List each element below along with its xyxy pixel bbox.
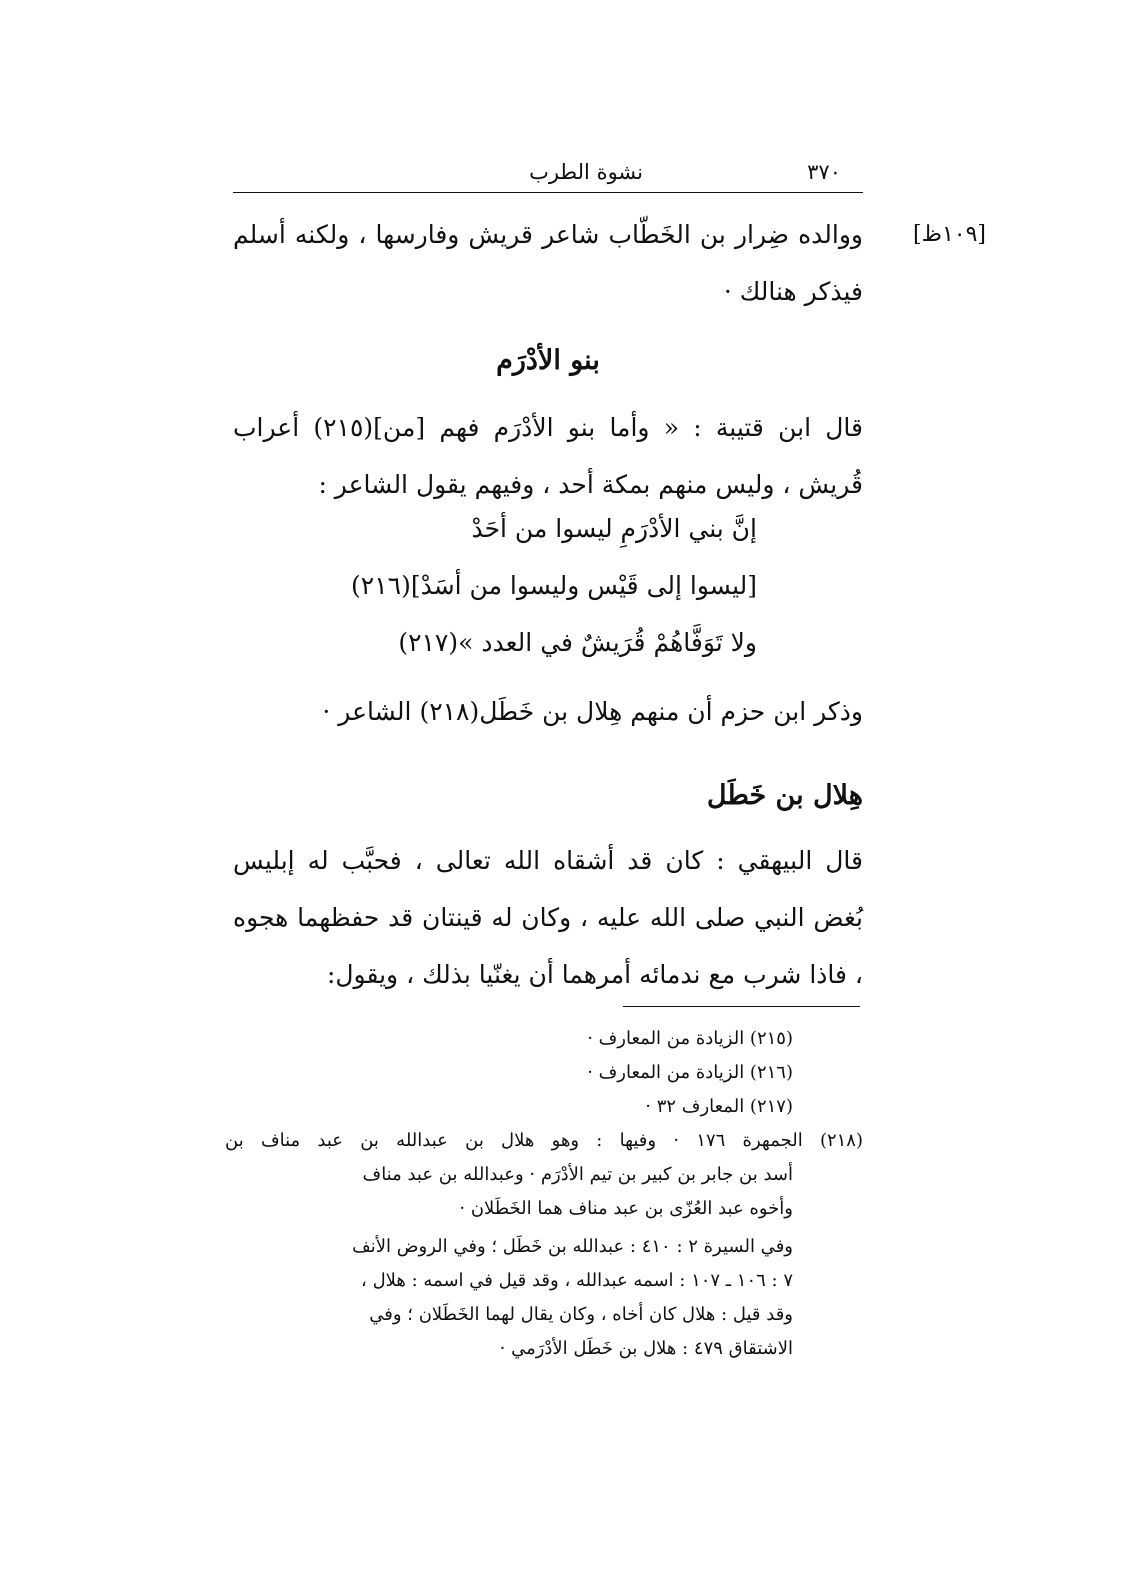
footnote-215: (٢١٥) الزيادة من المعارف · bbox=[587, 1028, 793, 1049]
margin-folio-note: [١٠٩ظ] bbox=[913, 222, 986, 247]
section-heading-banu-adram: بنو الأدْرَم bbox=[496, 345, 600, 376]
footnote-218-line-6: وقد قيل : هلال كان أخاه ، وكان يقال لهما الخَطَلان ؛ وفي bbox=[369, 1304, 793, 1325]
footnote-divider bbox=[623, 1006, 860, 1007]
footnote-218-line-2: أسد بن جابر بن كبير بن تيم الأدْرَم · وعبدالله بن عبد مناف bbox=[362, 1164, 793, 1185]
footnote-218-line-7: الاشتقاق ٤٧٩ : هلال بن خَطَل الأدْرَمي · bbox=[499, 1338, 793, 1359]
poem-verse-1: إنَّ بني الأدْرَمِ ليسوا من أحَدْ bbox=[471, 514, 757, 543]
poem-verse-2: [ليسوا إلى قَيْس وليسوا من أسَدْ](٢١٦) bbox=[351, 571, 757, 600]
paragraph-ibn-hazm: وذكر ابن حزم أن منهم هِلال بن خَطَل(٢١٨) الشاعر · bbox=[322, 697, 863, 726]
footnote-217: (٢١٧) المعارف ٣٢ · bbox=[645, 1096, 793, 1117]
footnote-218-line-5: ٧ : ١٠٦ ـ ١٠٧ : اسمه عبدالله ، وقد قيل في اسمه : هلال ، bbox=[361, 1270, 793, 1291]
poem-verse-3: ولا تَوَفَّاهُمْ قُرَيشٌ في العدد »(٢١٧) bbox=[398, 628, 757, 657]
page-header bbox=[233, 158, 863, 192]
footnote-218-line-3: وأخوه عبد العُزّى بن عبد مناف هما الخَطَلان · bbox=[459, 1198, 793, 1219]
footnote-218-line-1: (٢١٨) الجمهرة ١٧٦ · وفيها : وهو هلال بن عبدالله بن عبد مناف بن bbox=[225, 1130, 864, 1151]
footnote-216: (٢١٦) الزيادة من المعارف · bbox=[587, 1062, 793, 1083]
footnote-218-line-4: وفي السيرة ٢ : ٤١٠ : عبدالله بن خَطَل ؛ وفي الروض الأنف bbox=[352, 1236, 793, 1257]
paragraph-bayhaqi: قال البيهقي : كان قد أشقاه الله تعالى ، فحبَّب له إبليس بُغض النبي صلى الله عليه ، وكان له قينتان قد حفظهما هجوه ، فاذا شرب مع ندمائه أمرهما أن يغنّيا بذلك ، ويقول: bbox=[233, 846, 863, 989]
footnotes bbox=[225, 1022, 863, 1366]
section-heading-hilal: هِلال بن خَطَل bbox=[706, 780, 863, 811]
paragraph-dirar: ووالده ضِرار بن الخَطّاب شاعر قريش وفارسها ، ولكنه أسلم فيذكر هنالك · bbox=[233, 220, 863, 306]
page-number: ٣٧٠ bbox=[807, 160, 841, 184]
paragraph-ibn-qutayba: قال ابن قتيبة : « وأما بنو الأدْرَم فهم [من](٢١٥) أعراب قُريش ، وليس منهم بمكة أحد ، وفيهم يقول الشاعر : bbox=[233, 413, 863, 499]
running-title: نشوة الطرب bbox=[529, 160, 643, 184]
header-divider bbox=[233, 192, 863, 193]
